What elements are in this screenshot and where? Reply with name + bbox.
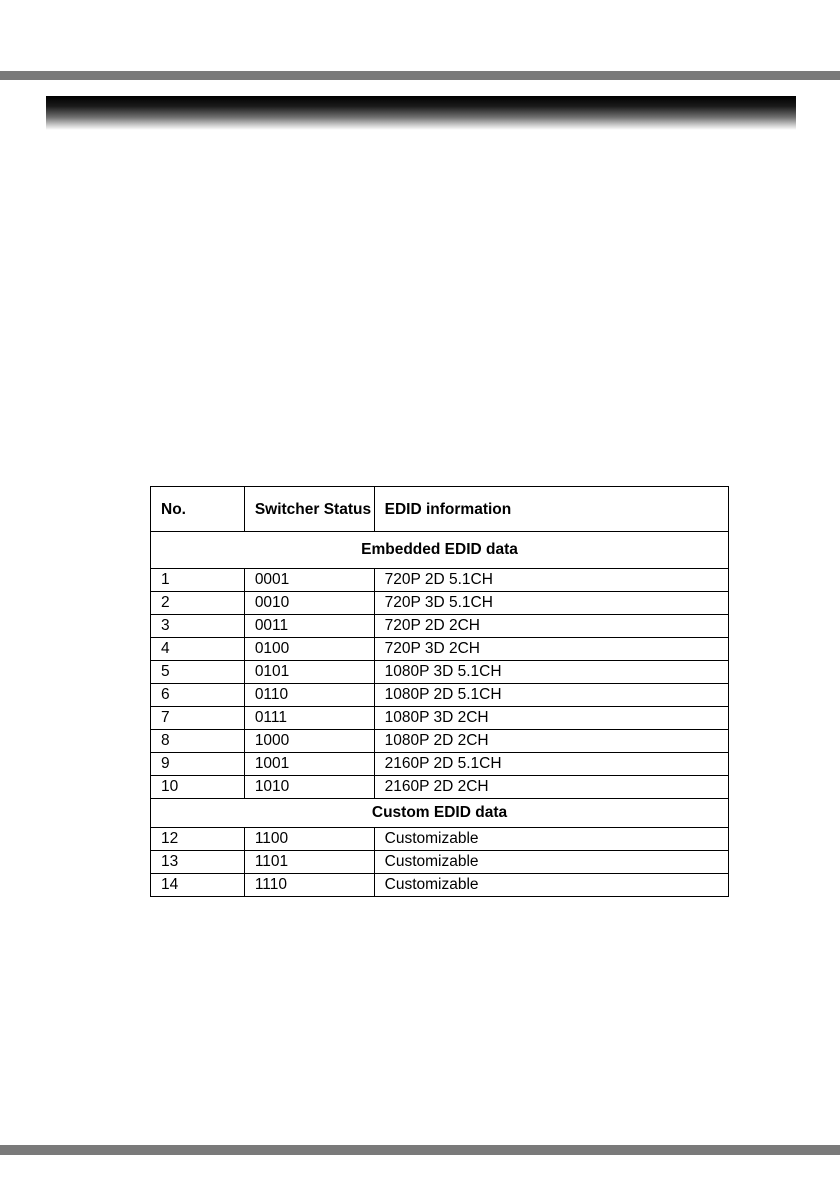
cell-switcher-status: 0011	[244, 615, 374, 638]
edid-table	[150, 486, 729, 897]
cell-no: 5	[151, 661, 245, 684]
cell-no: 2	[151, 592, 245, 615]
table-row	[151, 707, 729, 730]
cell-switcher-status: 1100	[244, 828, 374, 851]
table-row	[151, 615, 729, 638]
cell-edid-information: Customizable	[374, 851, 728, 874]
cell-switcher-status: 1010	[244, 776, 374, 799]
cell-edid-information: 1080P 3D 5.1CH	[374, 661, 728, 684]
header-switcher-status: Switcher Status	[244, 487, 374, 532]
cell-edid-information: Customizable	[374, 828, 728, 851]
cell-edid-information: 2160P 2D 5.1CH	[374, 753, 728, 776]
cell-edid-information: Customizable	[374, 874, 728, 897]
cell-no: 6	[151, 684, 245, 707]
section-title: Embedded EDID data	[151, 532, 729, 569]
section-row	[151, 532, 729, 569]
table-row	[151, 638, 729, 661]
cell-no: 4	[151, 638, 245, 661]
cell-no: 8	[151, 730, 245, 753]
table-row	[151, 851, 729, 874]
table-row	[151, 684, 729, 707]
header-no: No.	[151, 487, 245, 532]
cell-edid-information: 1080P 2D 2CH	[374, 730, 728, 753]
header-edid-information: EDID information	[374, 487, 728, 532]
cell-no: 9	[151, 753, 245, 776]
cell-switcher-status: 0001	[244, 569, 374, 592]
cell-edid-information: 1080P 2D 5.1CH	[374, 684, 728, 707]
table-row	[151, 753, 729, 776]
cell-no: 3	[151, 615, 245, 638]
cell-switcher-status: 0100	[244, 638, 374, 661]
cell-edid-information: 720P 2D 2CH	[374, 615, 728, 638]
cell-no: 12	[151, 828, 245, 851]
cell-edid-information: 720P 3D 5.1CH	[374, 592, 728, 615]
table-row	[151, 661, 729, 684]
table-row	[151, 730, 729, 753]
cell-no: 10	[151, 776, 245, 799]
cell-switcher-status: 0010	[244, 592, 374, 615]
table-row	[151, 828, 729, 851]
cell-switcher-status: 1101	[244, 851, 374, 874]
cell-no: 13	[151, 851, 245, 874]
cell-switcher-status: 0111	[244, 707, 374, 730]
table-row	[151, 776, 729, 799]
section-title: Custom EDID data	[151, 799, 729, 828]
cell-switcher-status: 1000	[244, 730, 374, 753]
cell-edid-information: 1080P 3D 2CH	[374, 707, 728, 730]
cell-switcher-status: 1110	[244, 874, 374, 897]
cell-no: 1	[151, 569, 245, 592]
cell-no: 14	[151, 874, 245, 897]
top-divider-bar	[0, 71, 840, 80]
cell-no: 7	[151, 707, 245, 730]
bottom-divider-bar	[0, 1145, 840, 1155]
section-row	[151, 799, 729, 828]
cell-switcher-status: 0110	[244, 684, 374, 707]
header-gradient-band	[46, 96, 796, 130]
table-row	[151, 874, 729, 897]
table-header-row	[151, 487, 729, 532]
cell-switcher-status: 1001	[244, 753, 374, 776]
cell-edid-information: 2160P 2D 2CH	[374, 776, 728, 799]
cell-switcher-status: 0101	[244, 661, 374, 684]
cell-edid-information: 720P 3D 2CH	[374, 638, 728, 661]
cell-edid-information: 720P 2D 5.1CH	[374, 569, 728, 592]
table-row	[151, 592, 729, 615]
table-row	[151, 569, 729, 592]
